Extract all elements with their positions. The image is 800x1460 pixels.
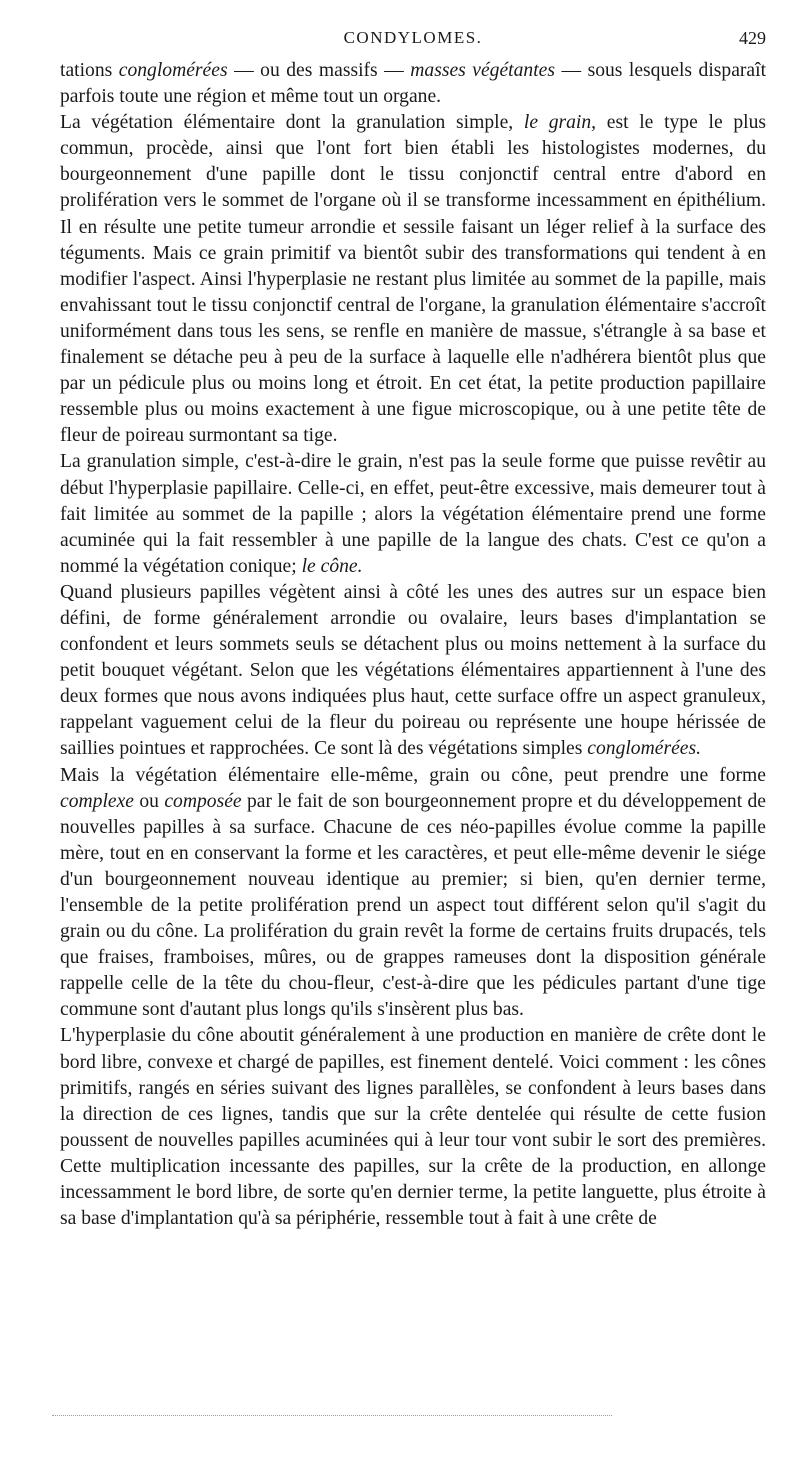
text-run: tations: [60, 60, 119, 81]
text-run: par le fait de son bourgeonnement propre et du développement de nouvelles papilles à sa surface. Chacune de ces néo-papilles évolue comme la papille mère, tout en en conservant la forme et les caractères, et peut elle-même devenir le siége d'un bourgeonnement nouveau identique au premier; si bien, qu'en dernier terme, l'ensemble de la petite prolifération prend un aspect tout différent selon qu'il s'agit du grain ou du cône. La prolifération du grain revêt la forme de certains fruits drupacés, tels que fraises, framboises, mûres, ou de grappes rameuses dont la disposition générale rappelle celle de la tête du chou-fleur, c'est-à-dire que les pédicules partant d'une tige commune sont d'autant plus longs qu'ils s'insèrent plus bas.: [60, 790, 767, 1021]
paragraph: [60, 580, 766, 763]
text-run: La granulation simple, c'est-à-dire le grain, n'est pas la seule forme que puisse revêtir au début l'hyperplasie papillaire. Celle-ci, en effet, peut-être excessive, mais demeurer tout à fait limitée au sommet de la papille ; alors la végétation élémentaire prend une forme acuminée qui la fait ressembler à une papille de la langue des chats. C'est ce qu'on a nommé la végétation conique;: [60, 451, 766, 577]
paragraph: [60, 58, 766, 110]
page-number: 429: [739, 28, 766, 48]
text-run: Quand plusieurs papilles végètent ainsi à côté les unes des autres sur un espace bien défini, de forme généralement arrondie ou ovalaire, leurs bases d'implantation se confondent et leurs sommets seuls se détachent plus ou moins nettement à la surface du petit bouquet végétant. Selon que les végétations élémentaires appartiennent à l'une des deux formes que nous avons indiquées plus haut, cette surface offre un aspect granuleux, rappelant vaguement celui de la fleur du poireau ou représente une houpe hérissée de saillies pointues et rapprochées. Ce sont là des végétations simples: [60, 581, 766, 760]
running-head: CONDYLOMES.: [343, 28, 483, 47]
italic-text: complexe: [60, 790, 134, 812]
text-run: ou: [133, 790, 165, 812]
text-run: est le type le plus commun, procède, ainsi que l'ont fort bien établi les histologistes modernes, du bourgeonnement d'une papille dont le tissu conjonctif central entre d'abord en prolifération vers le sommet de l'organe où il se transforme incessamment en épithélium. Il en résulte une petite tumeur arrondie et sessile faisant un léger relief à la surface des téguments. Mais ce grain primitif va bientôt subir des transformations qui tendent à en modifier l'aspect. Ainsi l'hyperplasie ne restant plus limitée au sommet de la papille, mais envahissant tout le tissu conjonctif central de l'organe, la granulation élémentaire s'accroît uniformément dans tous les sens, se renfle en manière de massue, s'étrangle à sa base et finalement se détache peu à peu de la surface à laquelle elle n'adhérera bientôt plus que par un pédicule plus ou moins long et étroit. En cet état, la petite production papillaire ressemble plus ou moins exactement à une figue microscopique, ou à une petite tête de fleur de poireau surmontant sa tige.: [60, 112, 766, 447]
text-run: — ou des massifs —: [227, 60, 411, 81]
page-header: [60, 28, 766, 58]
paragraph: [60, 763, 766, 1024]
footer-rule: [52, 1415, 612, 1416]
italic-text: le grain,: [523, 112, 597, 134]
paragraph: [60, 1023, 766, 1232]
paragraph: [60, 110, 766, 449]
text-run: Mais la végétation élémentaire elle-même, grain ou cône, peut prendre une forme: [60, 764, 766, 786]
italic-text: composée: [164, 790, 242, 812]
body-text: [60, 58, 766, 1232]
paragraph: [60, 449, 766, 579]
text-run: L'hyperplasie du cône aboutit généralement à une production en manière de crête dont le bord libre, convexe et chargé de papilles, est finement dentelé. Voici comment : les cônes primitifs, rangés en séries suivant des lignes parallèles, se confondent à leurs bases dans la direction de ces lignes, tandis que sur la crête dentelée qui résulte de cette fusion poussent de nouvelles papilles acuminées qui à leur tour vont subir le sort des premières. Cette multiplication incessante des papilles, sur la crête de la production, en allonge incessamment le bord libre, de sorte qu'en dernier terme, la petite languette, plus étroite à sa base d'implantation qu'à sa périphérie, ressemble tout à fait à une crête de: [60, 1025, 766, 1230]
italic-text: le cône.: [301, 555, 363, 577]
italic-text: conglomérées: [118, 60, 228, 81]
italic-text: conglomérées.: [587, 738, 701, 760]
italic-text: masses végétantes: [410, 60, 555, 81]
book-page: [60, 28, 766, 1232]
text-run: — sous lesquels disparaît parfois toute une région et même tout un organe.: [60, 60, 767, 108]
text-run: La végétation élémentaire dont la granulation simple,: [60, 112, 524, 134]
